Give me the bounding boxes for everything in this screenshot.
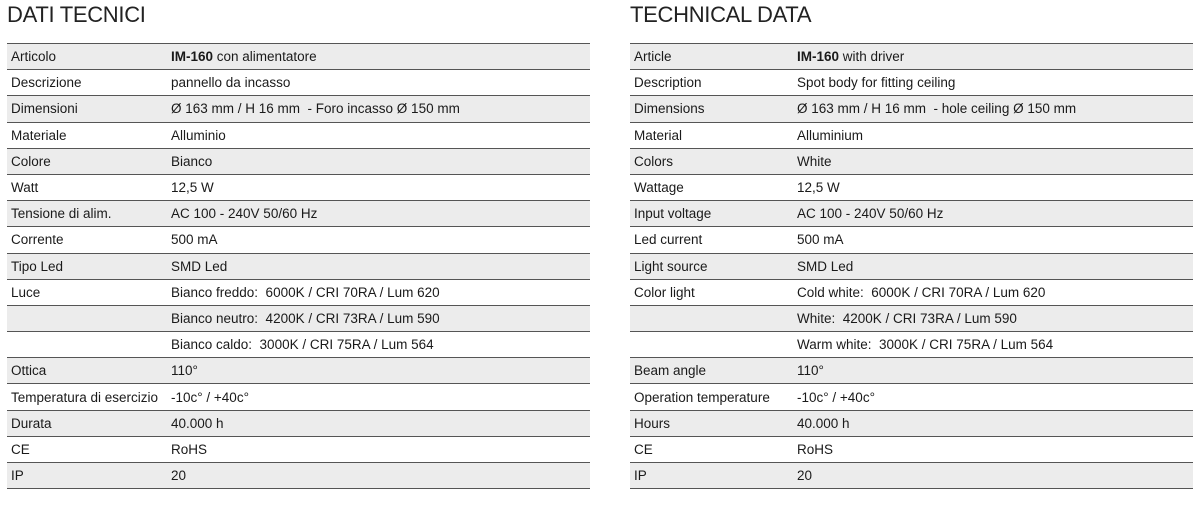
- spec-label: Description: [634, 75, 702, 91]
- spec-row: [7, 463, 590, 489]
- spec-value: [797, 285, 1193, 300]
- spec-label: Light source: [634, 258, 708, 274]
- spec-value-text: -10c° / +40c°: [797, 389, 875, 405]
- spec-value: [171, 180, 590, 195]
- spec-value-text: Bianco caldo: 3000K / CRI 75RA / Lum 564: [171, 337, 434, 353]
- spec-row: [630, 254, 1193, 280]
- spec-label: Luce: [11, 284, 41, 300]
- spec-label: Watt: [11, 180, 39, 196]
- spec-row: [630, 306, 1193, 332]
- spec-value-text: Bianco: [171, 153, 213, 169]
- spec-row: [630, 227, 1193, 253]
- spec-value-text: Cold white: 6000K / CRI 70RA / Lum 620: [797, 284, 1046, 300]
- spec-value-text: 20: [171, 468, 187, 484]
- spec-row: [630, 332, 1193, 358]
- spec-value: [171, 337, 590, 352]
- spec-row: [7, 201, 590, 227]
- spec-value: [797, 363, 1193, 378]
- spec-value: [797, 206, 1193, 221]
- spec-row: [630, 96, 1193, 122]
- spec-row: [7, 254, 590, 280]
- spec-value-text: 40.000 h: [797, 415, 850, 431]
- spec-label: Article: [634, 49, 672, 65]
- spec-value: [797, 311, 1193, 326]
- spec-value-text: pannello da incasso: [171, 75, 291, 91]
- spec-value: [797, 337, 1193, 352]
- spec-label: Material: [634, 127, 683, 143]
- spec-value: [171, 442, 590, 457]
- spec-row: [630, 149, 1193, 175]
- spec-value: [171, 390, 590, 405]
- spec-label: Descrizione: [11, 75, 82, 91]
- spec-value-text: Alluminium: [797, 127, 864, 143]
- spec-value-text: -10c° / +40c°: [171, 389, 249, 405]
- spec-value: [797, 75, 1193, 90]
- english-spec-column: [630, 0, 1193, 489]
- spec-value-text: 20: [797, 468, 813, 484]
- spec-label: Corrente: [11, 232, 64, 248]
- spec-row: [630, 70, 1193, 96]
- spec-value-text: White: 4200K / CRI 73RA / Lum 590: [797, 310, 1017, 326]
- spec-label: Temperatura di esercizio: [11, 389, 159, 405]
- spec-value: [171, 128, 590, 143]
- spec-row: [7, 280, 590, 306]
- spec-value-text: Ø 163 mm / H 16 mm - Foro incasso Ø 150 mm: [171, 101, 460, 117]
- product-code: IM-160: [171, 49, 214, 65]
- spec-value-text: RoHS: [171, 441, 208, 457]
- spec-label: Operation temperature: [634, 389, 770, 405]
- spec-value: [171, 468, 590, 483]
- italian-title: DATI TECNICI: [7, 2, 146, 27]
- spec-value-text: 12,5 W: [797, 180, 840, 196]
- spec-label: Dimensions: [634, 101, 705, 117]
- spec-value: [171, 75, 590, 90]
- spec-value-text: SMD Led: [797, 258, 854, 274]
- spec-value: [797, 49, 1193, 64]
- spec-row: [7, 332, 590, 358]
- spec-value: [171, 101, 590, 116]
- spec-label: Materiale: [11, 127, 67, 143]
- spec-value-text: Alluminio: [171, 127, 226, 143]
- spec-value-text: White: [797, 153, 832, 169]
- spec-label: Colors: [634, 153, 674, 169]
- spec-value-text: Spot body for fitting ceiling: [797, 75, 956, 91]
- spec-label: Input voltage: [634, 206, 712, 222]
- spec-row: [7, 123, 590, 149]
- spec-row: [7, 411, 590, 437]
- spec-value-text: 12,5 W: [171, 180, 214, 196]
- spec-label: Beam angle: [634, 363, 707, 379]
- spec-value: [171, 311, 590, 326]
- spec-value-text: with driver: [839, 49, 905, 65]
- spec-value: [171, 154, 590, 169]
- spec-value-text: AC 100 - 240V 50/60 Hz: [797, 206, 944, 222]
- spec-row: [7, 227, 590, 253]
- spec-value: [171, 232, 590, 247]
- spec-value: [171, 206, 590, 221]
- spec-label: Color light: [634, 284, 695, 300]
- spec-value: [171, 363, 590, 378]
- spec-value: [797, 416, 1193, 431]
- spec-label: CE: [11, 441, 30, 457]
- spec-value: [171, 259, 590, 274]
- spec-label: Ottica: [11, 363, 47, 379]
- spec-value: [171, 285, 590, 300]
- spec-value-text: 110°: [797, 363, 824, 379]
- spec-row: [7, 44, 590, 70]
- spec-row: [7, 358, 590, 384]
- spec-value: [171, 416, 590, 431]
- spec-row: [7, 306, 590, 332]
- spec-value-text: Bianco freddo: 6000K / CRI 70RA / Lum 620: [171, 284, 440, 300]
- spec-label: IP: [11, 468, 24, 484]
- spec-value-text: con alimentatore: [213, 49, 317, 65]
- spec-row: [630, 384, 1193, 410]
- spec-value: [797, 101, 1193, 116]
- spec-row: [7, 96, 590, 122]
- spec-label: Hours: [634, 415, 671, 431]
- spec-row: [630, 280, 1193, 306]
- spec-value: [797, 154, 1193, 169]
- spec-value-text: 500 mA: [797, 232, 844, 248]
- spec-value-text: RoHS: [797, 441, 834, 457]
- spec-label: Dimensioni: [11, 101, 78, 117]
- spec-value-text: 110°: [171, 363, 198, 379]
- english-title: TECHNICAL DATA: [630, 2, 812, 27]
- spec-value-text: Bianco neutro: 4200K / CRI 73RA / Lum 590: [171, 310, 440, 326]
- spec-row: [7, 437, 590, 463]
- spec-value: [797, 180, 1193, 195]
- spec-value: [797, 128, 1193, 143]
- spec-value: [797, 232, 1193, 247]
- spec-value-text: Warm white: 3000K / CRI 75RA / Lum 564: [797, 337, 1054, 353]
- italian-spec-table: [7, 43, 590, 489]
- spec-value: [797, 390, 1193, 405]
- spec-row: [7, 384, 590, 410]
- spec-value-text: AC 100 - 240V 50/60 Hz: [171, 206, 318, 222]
- spec-row: [7, 175, 590, 201]
- spec-row: [7, 149, 590, 175]
- spec-row: [630, 201, 1193, 227]
- spec-label: Durata: [11, 415, 52, 431]
- spec-label: CE: [634, 441, 653, 457]
- spec-row: [630, 44, 1193, 70]
- spec-row: [630, 123, 1193, 149]
- spec-value: [797, 468, 1193, 483]
- spec-row: [630, 463, 1193, 489]
- spec-label: Articolo: [11, 49, 57, 65]
- spec-row: [630, 358, 1193, 384]
- spec-value-text: Ø 163 mm / H 16 mm - hole ceiling Ø 150 mm: [797, 101, 1077, 117]
- spec-row: [7, 70, 590, 96]
- spec-value: [797, 442, 1193, 457]
- english-spec-table: [630, 43, 1193, 489]
- spec-label: Tipo Led: [11, 258, 64, 274]
- product-code: IM-160: [797, 49, 840, 65]
- spec-label: Tensione di alim.: [11, 206, 112, 222]
- spec-value-text: 500 mA: [171, 232, 218, 248]
- spec-label: Led current: [634, 232, 703, 248]
- spec-label: Colore: [11, 153, 51, 169]
- spec-value: [171, 49, 590, 64]
- italian-spec-column: [7, 0, 590, 489]
- spec-value-text: SMD Led: [171, 258, 228, 274]
- spec-label: Wattage: [634, 180, 684, 196]
- spec-row: [630, 437, 1193, 463]
- spec-label: IP: [634, 468, 647, 484]
- spec-value: [797, 259, 1193, 274]
- spec-value-text: 40.000 h: [171, 415, 224, 431]
- spec-row: [630, 175, 1193, 201]
- spec-row: [630, 411, 1193, 437]
